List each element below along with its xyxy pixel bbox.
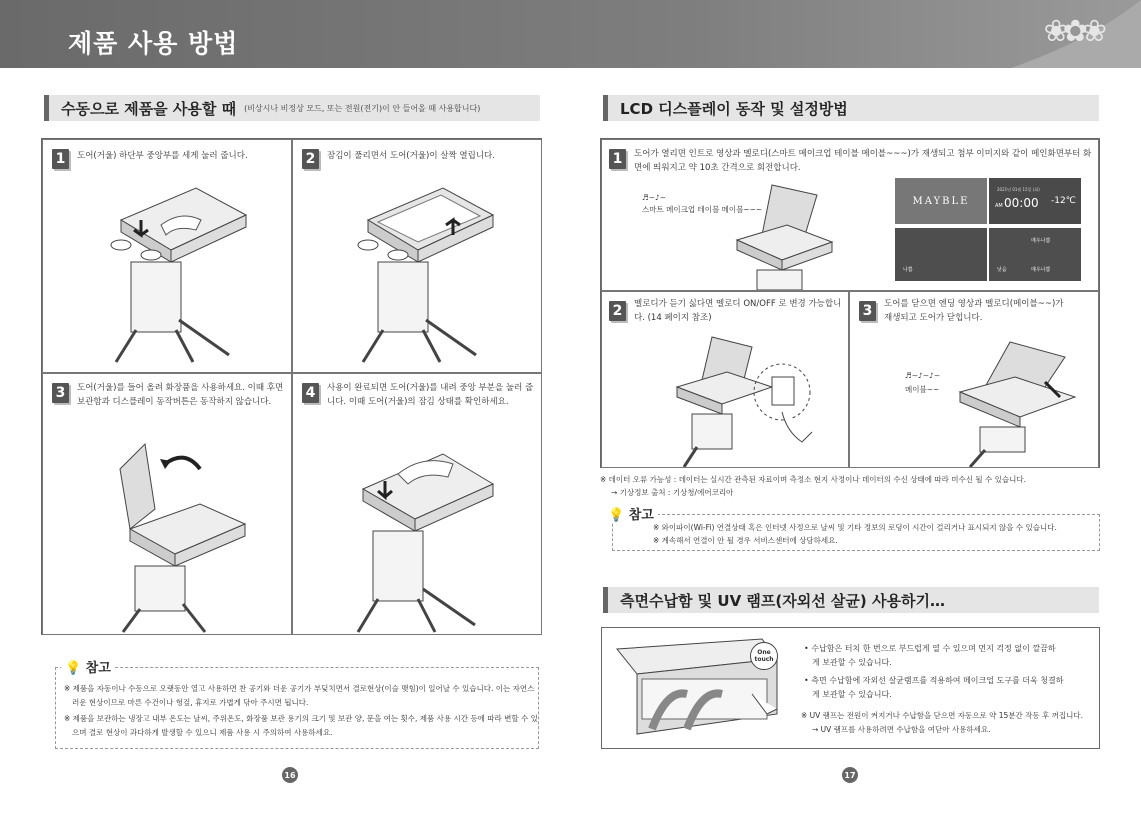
- page-header: [0, 0, 1141, 68]
- uv-line-4: 게 보관할 수 있습니다.: [812, 690, 892, 699]
- step-4-illustration: [343, 429, 503, 634]
- lcd-step-2-cell: [601, 291, 849, 468]
- step-1-cell: [42, 139, 292, 373]
- left-note-line-2: 러운 현상이므로 마른 수건이나 헝겊, 휴지로 가볍게 닦아 주시면 됩니다.: [72, 698, 309, 707]
- left-note-title-text: 참고: [85, 661, 111, 676]
- left-page-number: 16: [282, 767, 298, 783]
- lcd-step-1-text: 도어가 열리면 인트로 영상과 멜로디(스마트 메이크업 테이블 메이블~~~)가 재생되고 첨부 이미지와 같이 메인화면부터 화면에 띄워지고 약 10초 간격으로 회전합니다.: [634, 149, 1092, 173]
- step-4-text: 사용이 완료되면 도어(거울)를 내려 중앙 부분을 눌러 줍니다. 이때 도어(거울)의 잠김 상태를 확인하세요.: [327, 383, 534, 407]
- data-error-note: ※ 데이터 오류 가능성 : 데이터는 실시간 관측된 자료이며 측정소 현지 사정이나 데이터의 수신 상태에 따라 미수신 될 수 있습니다.: [600, 475, 1026, 484]
- screen-card-1: 나쁨: [903, 267, 913, 273]
- lcd-step-3-number: 3: [859, 301, 876, 321]
- lcd-step-2-illustration: [672, 332, 842, 467]
- uv-line-2: 게 보관할 수 있습니다.: [812, 658, 892, 667]
- left-note-line-1: ※ 제품을 자동이나 수동으로 오랫동안 열고 사용하면 찬 공기와 더운 공기가 부딪치면서 결로현상(이슬 맺힘)이 일어날 수 있습니다. 이는 자연스: [64, 684, 535, 693]
- lcd-step-2-text: 멜로디가 듣기 싫다면 멜로디 ON/OFF 로 변경 가능합니다. (14 페이지 참조): [634, 299, 842, 323]
- right-page-number: 17: [842, 767, 858, 783]
- right-note-line-1: ※ 와이파이(Wi-Fi) 연결상태 혹은 인터넷 사정으로 날씨 및 기타 정보의 로딩이 시간이 걸리거나 표시되지 않을 수 있습니다.: [653, 523, 1057, 532]
- lcd-step-3-caption: 메이블~~: [905, 385, 940, 394]
- lightbulb-icon: 💡: [65, 661, 82, 676]
- step-2-text: 잠김이 풀리면서 도어(거울)이 살짝 열립니다.: [327, 151, 495, 161]
- left-section-header: [44, 95, 540, 121]
- lcd-screen-dust: [895, 228, 987, 281]
- header-curve: [891, 0, 1141, 68]
- right-section1-title: LCD 디스플레이 동작 및 설정방법: [620, 99, 848, 118]
- screen-ampm: AM: [995, 203, 1003, 209]
- uv-line-3: • 측면 수납함에 자외선 살균램프를 적용하여 메이크업 도구를 더욱 청결하: [804, 676, 1064, 685]
- right-note-title-text: 참고: [628, 508, 654, 523]
- step-3-number: 3: [52, 383, 69, 403]
- screen-temp: -12℃: [1051, 196, 1076, 206]
- right-note-title: [604, 504, 658, 523]
- step-1-number: 1: [52, 149, 69, 169]
- lcd-screen-air: [989, 228, 1081, 281]
- uv-line-1: • 수납함은 터치 한 번으로 부드럽게 열 수 있으며 먼지 걱정 없이 깔끔하: [804, 644, 1056, 653]
- step-2-cell: [292, 139, 542, 373]
- step-3-illustration: [105, 429, 255, 634]
- manual-steps-grid: [41, 138, 542, 635]
- one-touch-label: One touch: [754, 649, 774, 663]
- lcd-step-2-number: 2: [609, 301, 626, 321]
- flower-decoration-icon: ❀✿❀: [1043, 14, 1101, 49]
- lcd-step-1-cell: [601, 139, 1099, 291]
- step-3-cell: [42, 373, 292, 635]
- music-note-icon: ♬∼♪∼: [642, 193, 667, 202]
- left-section-subtitle: (비상시나 비정상 모드, 또는 전원(전기)이 안 들어올 때 사용합니다): [244, 103, 481, 113]
- lightbulb-icon: 💡: [608, 508, 625, 523]
- right-section1-header: [603, 95, 1099, 121]
- step-1-illustration: [101, 180, 251, 365]
- screen-date: 2021년 01월 15일 (화): [997, 187, 1040, 192]
- left-note-line-3: ※ 제품을 보관하는 냉장고 내부 온도는 날씨, 주위온도, 화장품 보관 용기의 크기 및 보관 양, 문을 여는 횟수, 제품 사용 시간 등에 따라 변할 수 있: [64, 714, 538, 723]
- left-section-title: 수동으로 제품을 사용할 때: [61, 99, 237, 118]
- mayble-logo: MAYBLE: [912, 195, 970, 207]
- lcd-step-3-cell: [849, 291, 1099, 468]
- left-note-line-4: 으며 결로 현상이 과다하게 발생할 수 있으니 제품 사용 시 주의하여 사용하세요.: [72, 728, 333, 737]
- lcd-screen-logo: [895, 178, 987, 224]
- step-4-cell: [292, 373, 542, 635]
- screen-card-2: 매우나쁨: [1031, 238, 1051, 244]
- uv-lamp-box: [601, 627, 1100, 749]
- uv-note-1: ※ UV 램프는 전원이 켜지거나 수납함을 닫으면 자동으로 약 15분간 작동 후 꺼집니다.: [801, 711, 1084, 720]
- lcd-step-3-text: 도어를 닫으면 엔딩 영상과 멜로디(메이블~~)가 재생되고 도어가 닫힙니다.: [884, 299, 1064, 323]
- music-note-icon: ♬∼♪∼♪∼: [905, 371, 941, 380]
- step-1-text: 도어(거울) 하단부 중앙부를 세게 눌러 줍니다.: [77, 151, 248, 161]
- page-title: 제품 사용 방법: [68, 29, 239, 58]
- right-section2-title: 측면수납함 및 UV 램프(자외선 살균) 사용하기…: [620, 591, 945, 610]
- lcd-steps-grid: [600, 138, 1100, 468]
- lcd-step-3-illustration: [955, 332, 1085, 467]
- lcd-step-1-illustration: [732, 180, 837, 290]
- screen-card-4: 매우나쁨: [1031, 267, 1051, 273]
- step-3-text: 도어(거울)를 들어 올려 화장품을 사용하세요. 이때 후면 보관함과 디스플레이 동작버튼은 동작하지 않습니다.: [77, 383, 284, 407]
- step-2-illustration: [348, 180, 498, 365]
- uv-note-2: → UV 램프를 사용하려면 수납함을 여닫아 사용하세요.: [812, 725, 991, 734]
- data-source-note: → 기상정보 출처 : 기상청/에어코리아: [611, 488, 734, 497]
- lcd-screen-weather: [989, 178, 1081, 224]
- right-note-line-2: ※ 계속해서 연결이 안 될 경우 서비스센터에 상담하세요.: [653, 536, 838, 545]
- screen-card-3: 낮음: [997, 267, 1007, 273]
- lcd-step-1-number: 1: [609, 149, 626, 169]
- one-touch-badge: [750, 642, 778, 670]
- screen-time: 00:00: [1004, 196, 1039, 210]
- step-2-number: 2: [302, 149, 319, 169]
- step-4-number: 4: [302, 383, 319, 403]
- left-note-title: [61, 657, 115, 676]
- right-section2-header: [603, 587, 1099, 613]
- lcd-step-1-caption: 스마트 메이크업 테이블 메이블~~~: [642, 205, 763, 214]
